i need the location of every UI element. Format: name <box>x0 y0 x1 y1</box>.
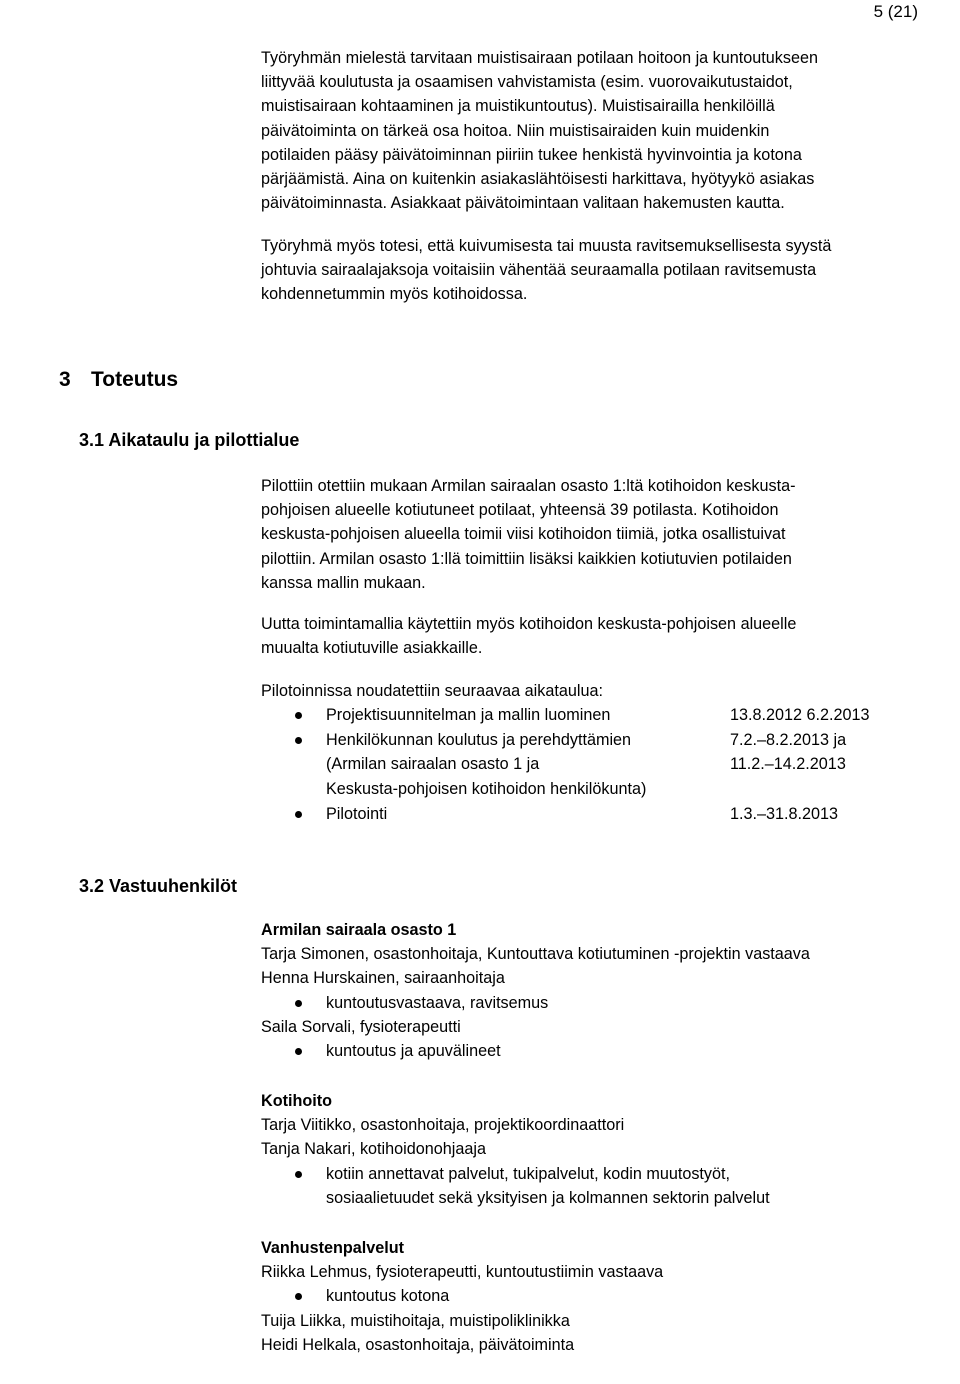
bullet-icon <box>261 1039 326 1063</box>
group-heading: Armilan sairaala osasto 1 <box>261 921 457 939</box>
duty-item <box>261 1162 921 1210</box>
text-line: kotiin annettavat palvelut, tukipalvelut, kodin muutostyöt, <box>326 1164 731 1183</box>
schedule-task <box>326 703 730 727</box>
schedule-task <box>326 728 730 801</box>
responsible-group-vanhustenpalvelut <box>261 1236 921 1357</box>
page-number: 5 (21) <box>873 2 918 21</box>
person-entry: Heidi Helkala, osastonhoitaja, päivätoiminta <box>261 1335 575 1354</box>
duty-item <box>261 991 921 1015</box>
text-line: kohdennetummin myös kotihoidossa. <box>261 285 528 304</box>
pilot-paragraph-2 <box>261 612 921 660</box>
bullet-icon <box>261 1162 326 1186</box>
bullet-icon <box>261 728 326 752</box>
schedule-date <box>730 802 921 826</box>
person-entry: Riikka Lehmus, fysioterapeutti, kuntoutustiimin vastaava <box>261 1263 664 1282</box>
group-heading: Vanhustenpalvelut <box>261 1239 405 1257</box>
intro-paragraph-1 <box>261 46 921 215</box>
person-entry: Tanja Nakari, kotihoidonohjaaja <box>261 1140 486 1159</box>
intro-paragraph-2 <box>261 234 921 307</box>
text-line: Pilotointi <box>326 804 388 823</box>
text-line: johtuvia sairaalajaksoja voitaisiin vähentää seuraamalla potilaan ravitsemusta <box>261 261 817 280</box>
schedule-item <box>261 703 921 727</box>
bullet-icon <box>261 991 326 1015</box>
text-line: Työryhmän mielestä tarvitaan muistisairaan potilaan hoitoon ja kuntoutukseen <box>261 49 818 67</box>
text-line: pohjoisen alueelle kotiutuneet potilaat, yhteensä 39 potilasta. Kotihoidon <box>261 501 779 520</box>
text-line: muistisairaan kohtaaminen ja muistikuntoutus). Muistisairailla henkilöillä <box>261 97 775 116</box>
schedule-date <box>730 728 921 776</box>
text-line: sosiaalietuudet sekä yksityisen ja kolmannen sektorin palvelut <box>326 1188 770 1207</box>
schedule-intro: Pilotoinnissa noudatettiin seuraavaa aikataulua: <box>261 682 603 700</box>
text-line: pilottiin. Armilan osasto 1:llä toimittiin lisäksi kaikkien kotiutuvien potilaiden <box>261 549 792 568</box>
text-line: Henkilökunnan koulutus ja perehdyttämien <box>326 731 632 750</box>
schedule-list <box>261 703 921 826</box>
person-entry: Saila Sorvali, fysioterapeutti <box>261 1017 461 1036</box>
person-entry: Tuija Liikka, muistihoitaja, muistipoliklinikka <box>261 1311 570 1330</box>
duty-text: kuntoutus ja apuvälineet <box>326 1042 501 1061</box>
responsible-group-kotihoito <box>261 1089 921 1210</box>
text-line: kanssa mallin mukaan. <box>261 573 426 592</box>
bullet-icon <box>261 703 326 727</box>
group-heading: Kotihoito <box>261 1092 333 1110</box>
section-number: 3 <box>59 368 71 391</box>
duty-text: kuntoutus kotona <box>326 1287 450 1306</box>
text-line: Keskusta-pohjoisen kotihoidon henkilökunta) <box>326 779 647 798</box>
schedule-date <box>730 703 921 727</box>
pilot-paragraph-1 <box>261 474 921 595</box>
text-line: pärjäämistä. Aina on kuitenkin asiakaslähtöisesti harkittava, hyötyykö asiakas <box>261 170 815 189</box>
duty-text: kuntoutusvastaava, ravitsemus <box>326 993 549 1012</box>
text-line: liittyvää koulutusta ja osaamisen vahvistamista (esim. vuorovaikutustaidot, <box>261 73 793 92</box>
subsection-heading-3-1: 3.1 Aikataulu ja pilottialue <box>79 430 300 450</box>
text-line: Uutta toimintamallia käytettiin myös kotihoidon keskusta-pohjoisen alueelle <box>261 615 797 633</box>
duty-item <box>261 1284 921 1308</box>
section-heading-3 <box>59 368 178 392</box>
person-entry: Henna Hurskainen, sairaanhoitaja <box>261 969 505 988</box>
text-line: Työryhmä myös totesi, että kuivumisesta tai muusta ravitsemuksellisesta syystä <box>261 237 832 255</box>
text-line: 7.2.–8.2.2013 ja <box>730 731 847 750</box>
text-line: 13.8.2012 6.2.2013 <box>730 706 870 724</box>
section-title: Toteutus <box>91 368 179 391</box>
schedule-task <box>326 802 730 826</box>
bullet-icon <box>261 802 326 826</box>
bullet-icon <box>261 1284 326 1308</box>
schedule-item <box>261 802 921 826</box>
person-entry: Tarja Viitikko, osastonhoitaja, projektikoordinaattori <box>261 1116 625 1135</box>
duty-item <box>261 1039 921 1063</box>
responsible-group-armila <box>261 918 921 1063</box>
subsection-heading-3-2: 3.2 Vastuuhenkilöt <box>79 876 238 896</box>
text-line: keskusta-pohjoisen alueella toimii viisi kotihoidon tiimiä, jotka osallistuivat <box>261 525 786 544</box>
text-line: (Armilan sairaalan osasto 1 ja <box>326 755 540 774</box>
text-line: potilaiden pääsy päivätoiminnan piiriin tukee henkistä hyvinvointia ja kotona <box>261 145 802 164</box>
text-line: muualta kotiutuville asiakkaille. <box>261 639 483 658</box>
text-line: 11.2.–14.2.2013 <box>730 755 846 774</box>
duty-text <box>326 1162 770 1210</box>
person-entry: Tarja Simonen, osastonhoitaja, Kuntouttava kotiutuminen -projektin vastaava <box>261 945 810 964</box>
text-line: Pilottiin otettiin mukaan Armilan sairaalan osasto 1:ltä kotihoidon keskusta- <box>261 477 796 495</box>
text-line: päivätoiminta on tärkeä osa hoitoa. Niin muistisairaiden kuin muidenkin <box>261 121 770 140</box>
text-line: päivätoiminnasta. Asiakkaat päivätoimintaan valitaan hakemusten kautta. <box>261 194 785 213</box>
schedule-item <box>261 728 921 801</box>
text-line: Projektisuunnitelman ja mallin luominen <box>326 706 611 724</box>
text-line: 1.3.–31.8.2013 <box>730 804 839 823</box>
